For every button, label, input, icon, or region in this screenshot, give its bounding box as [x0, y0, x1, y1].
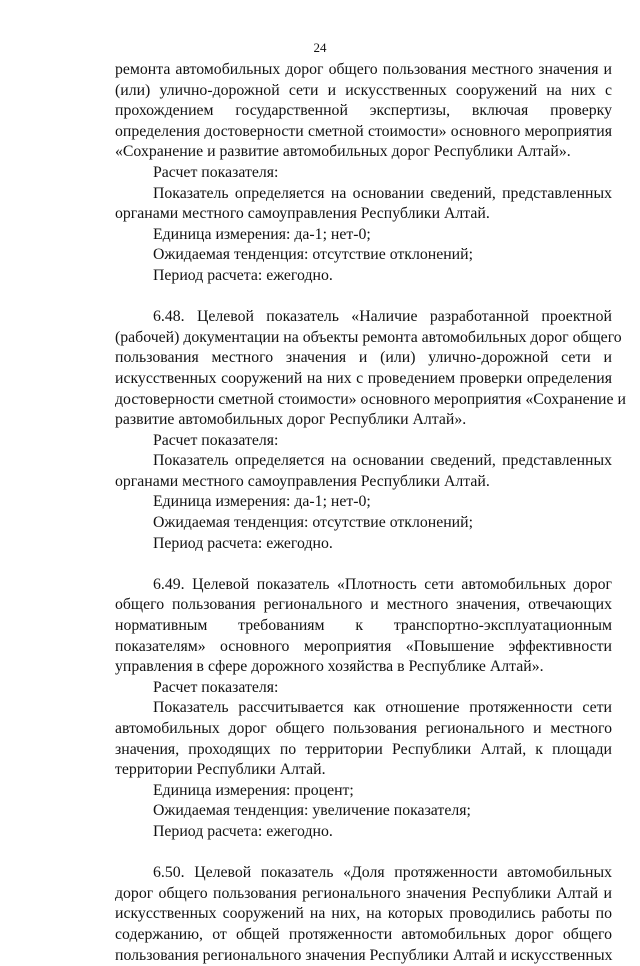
text-line: содержанию, от общей протяженности автомобильных дорог общего [115, 925, 612, 943]
text-line: ремонта автомобильных дорог общего пользования местного значения и [115, 61, 612, 78]
text-line: «Сохранение и развитие автомобильных дорог Республики Алтай». [115, 143, 571, 161]
text-line: Показатель определяется на основании сведений, представленных [153, 184, 612, 202]
text-line: 6.50. Целевой показатель «Доля протяженности автомобильных [153, 864, 612, 882]
text-line: Период расчета: ежегодно. [153, 266, 333, 284]
text-line: определения достоверности сметной стоимости» основного мероприятия [115, 122, 612, 140]
text-line: Расчет показателя: [153, 678, 279, 696]
text-line: Показатель рассчитывается как отношение протяженности сети [153, 699, 612, 717]
text-line: Расчет показателя: [153, 431, 279, 449]
text-line: показателям» основного мероприятия «Повышение эффективности [115, 637, 612, 655]
text-line: Период расчета: ежегодно. [153, 534, 333, 552]
text-line: Показатель определяется на основании сведений, представленных [153, 452, 612, 470]
text-line: управления в сфере дорожного хозяйства в Республике Алтай». [115, 658, 544, 676]
text-line: 6.48. Целевой показатель «Наличие разработанной проектной [153, 308, 612, 326]
text-line: Единица измерения: да-1; нет-0; [153, 493, 371, 511]
text-line: дорог общего пользования регионального значения Республики Алтай и [115, 884, 612, 902]
text-line: пользования регионального значения Республики Алтай и искусственных [115, 946, 613, 964]
text-line: Ожидаемая тенденция: отсутствие отклонений; [153, 246, 473, 264]
text-line: общего пользования регионального и местного значения, отвечающих [115, 596, 612, 614]
text-line: территории Республики Алтай. [115, 761, 326, 779]
text-line: нормативным требованиям к транспортно-эксплуатационным [115, 617, 612, 635]
text-line: Ожидаемая тенденция: отсутствие отклонений; [153, 514, 473, 532]
text-line: Расчет показателя: [153, 163, 279, 181]
text-line: (рабочей) документации на объекты ремонта автомобильных дорог общего [115, 328, 622, 346]
text-line: органами местного самоуправления Республики Алтай. [115, 472, 490, 490]
paragraph-gap [115, 843, 612, 864]
text-line: развитие автомобильных дорог Республики Алтай». [115, 411, 467, 429]
text-line: искусственных сооружений на них, на которых проводились работы по [115, 905, 612, 923]
paragraph-gap [115, 287, 612, 308]
text-line: 6.49. Целевой показатель «Плотность сети автомобильных дорог [153, 575, 612, 593]
text-line: Период расчета: ежегодно. [153, 822, 333, 840]
page-number: 24 [313, 40, 327, 55]
text-line: значения, проходящих по территории Республики Алтай, к площади [115, 740, 612, 758]
text-line: Единица измерения: да-1; нет-0; [153, 225, 371, 243]
text-line: пользования местного значения и (или) улично-дорожной сети и [115, 349, 612, 367]
text-line: органами местного самоуправления Республики Алтай. [115, 205, 490, 223]
document-body [115, 60, 626, 966]
text-line: искусственных сооружений на них с проведением проверки определения [115, 369, 612, 387]
paragraph-gap [115, 554, 612, 575]
text-line: Единица измерения: процент; [153, 781, 354, 799]
text-line: автомобильных дорог общего пользования регионального и местного [115, 720, 612, 737]
text-line: Ожидаемая тенденция: увеличение показателя; [153, 802, 471, 820]
text-line: прохождением государственной экспертизы, включая проверку [115, 102, 612, 120]
text-line: (или) улично-дорожной сети и искусственных сооружений на них с [115, 81, 612, 99]
text-line: достоверности сметной стоимости» основного мероприятия «Сохранение и [115, 390, 626, 408]
